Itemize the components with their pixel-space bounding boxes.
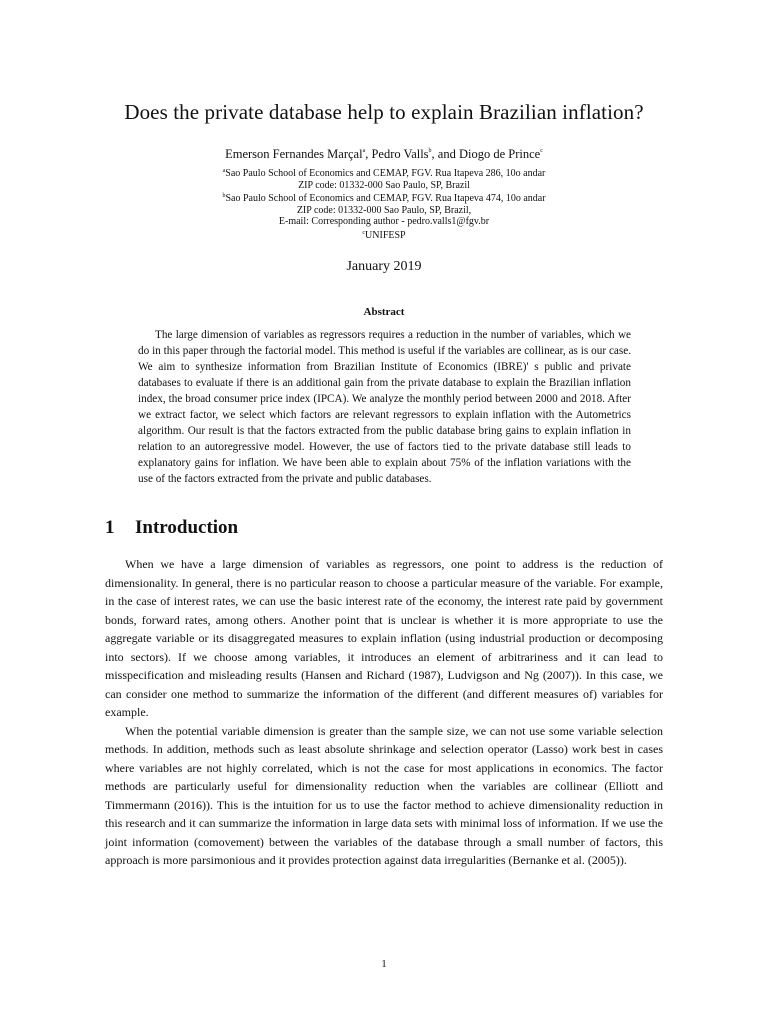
affiliation-mark: b <box>222 193 226 200</box>
author-separator: , and <box>431 147 459 161</box>
abstract-text: The large dimension of variables as regressors requires a reduction in the number of variables, which we do in this paper through the factorial model. This method is useful if the variables are collinear, as is our case. We aim to synthesize information from Brazilian Institute of Economics (IBRE)' s public and private databases to evaluate if there is an additional gain from the private database to explain the Brazilian inflation index, the broad consumer price index (IPCA). We analyze the monthly period between 2000 and 2018. After we extract factor, we select which factors are relevant regressors to explain inflation with the Autometrics algorithm. Our result is that the factors extracted from the public database bring gains to explain inflation in relation to an autoregressive model. However, the use of factors tied to the private database still leads to explanatory gains for inflation. We have been able to explain about 75% of the inflation variations with the use of the factors extracted from the private and public databases. <box>138 329 631 485</box>
affiliation-a: $^a$Sao Paulo School of Economics and CEMAP, FGV. Rua Itapeva 286, 10o andar <box>222 168 546 179</box>
paragraph: When we have a large dimension of variables as regressors, one point to address is the reduction of dimensionality. In general, there is no particular reason to choose a particular measure of the variable. For example, in the case of interest rates, we can use the basic interest rate of the economy, the interest rate paid by government bonds, forward rates, among others. Another point that is unclear is whether it is more appropriate to use the aggregate variable or its disaggregated measures to explain inflation (using industrial production or decomposing into sectors). If we choose among variables, it introduces an element of arbitrariness and it can lead to misspecification and misleading results (Hansen and Richard (1987), Ludvigson and Ng (2007)). In this case, we can consider one method to summarize the information of the different (and different measures of) variables for example. <box>105 557 663 719</box>
affiliation-b: $^b$Sao Paulo School of Economics and CEMAP, FGV. Rua Itapeva 474, 10o andar <box>222 193 546 205</box>
affiliation-mark: c <box>362 229 366 236</box>
affiliation-mark: a <box>222 168 226 174</box>
paper-title: Does the private database help to explain Brazilian inflation? <box>124 100 644 124</box>
author-mark: b <box>428 148 432 154</box>
page-number: 1 <box>381 958 387 970</box>
author-mark: c <box>540 148 543 154</box>
abstract <box>138 327 631 487</box>
affiliation-email: E-mail: Corresponding author - pedro.valls1@fgv.br <box>278 216 490 228</box>
affiliation-a-zip: ZIP code: 01332-000 Sao Paulo, SP, Brazil <box>298 179 470 191</box>
affiliation-c: $^c$UNIFESP <box>362 229 406 241</box>
section-number: 1 <box>105 517 115 538</box>
paragraph: When the potential variable dimension is greater than the sample size, we can not use some variable selection methods. In addition, methods such as least absolute shrinkage and selection operator (Lasso) work best in cases where variables are not highly correlated, which is not the case for most applications in economics. The factor methods are particularly useful for dimensionality reduction when the variables are collinear (Elliott and Timmermann (2016)). This is the intuition for us to use the factor method to achieve dimensionality reduction in this research and it can summarize the information in large data sets with minimal loss of information. If we use the joint information (comovement) between the variables of the database through a small number of factors, this approach is more parsimonious and it provides protection against data irregularities (Bernanke et al. (2005)). <box>105 723 663 867</box>
author-separator: , <box>365 147 372 161</box>
affiliations <box>0 166 768 242</box>
abstract-heading: Abstract <box>363 306 405 318</box>
author-mark: a <box>362 148 366 154</box>
section-heading <box>105 517 238 539</box>
author-name: Diogo de Prince <box>458 147 541 161</box>
author-name: Pedro Valls <box>371 147 429 161</box>
paper-date: January 2019 <box>346 259 422 274</box>
section-body <box>105 555 663 870</box>
author-line <box>0 147 768 162</box>
author-name: Emerson Fernandes Marçal <box>225 147 363 161</box>
section-title: Introduction <box>135 517 239 538</box>
affiliation-b-zip: ZIP code: 01332-000 Sao Paulo, SP, Brazil, <box>296 204 472 216</box>
